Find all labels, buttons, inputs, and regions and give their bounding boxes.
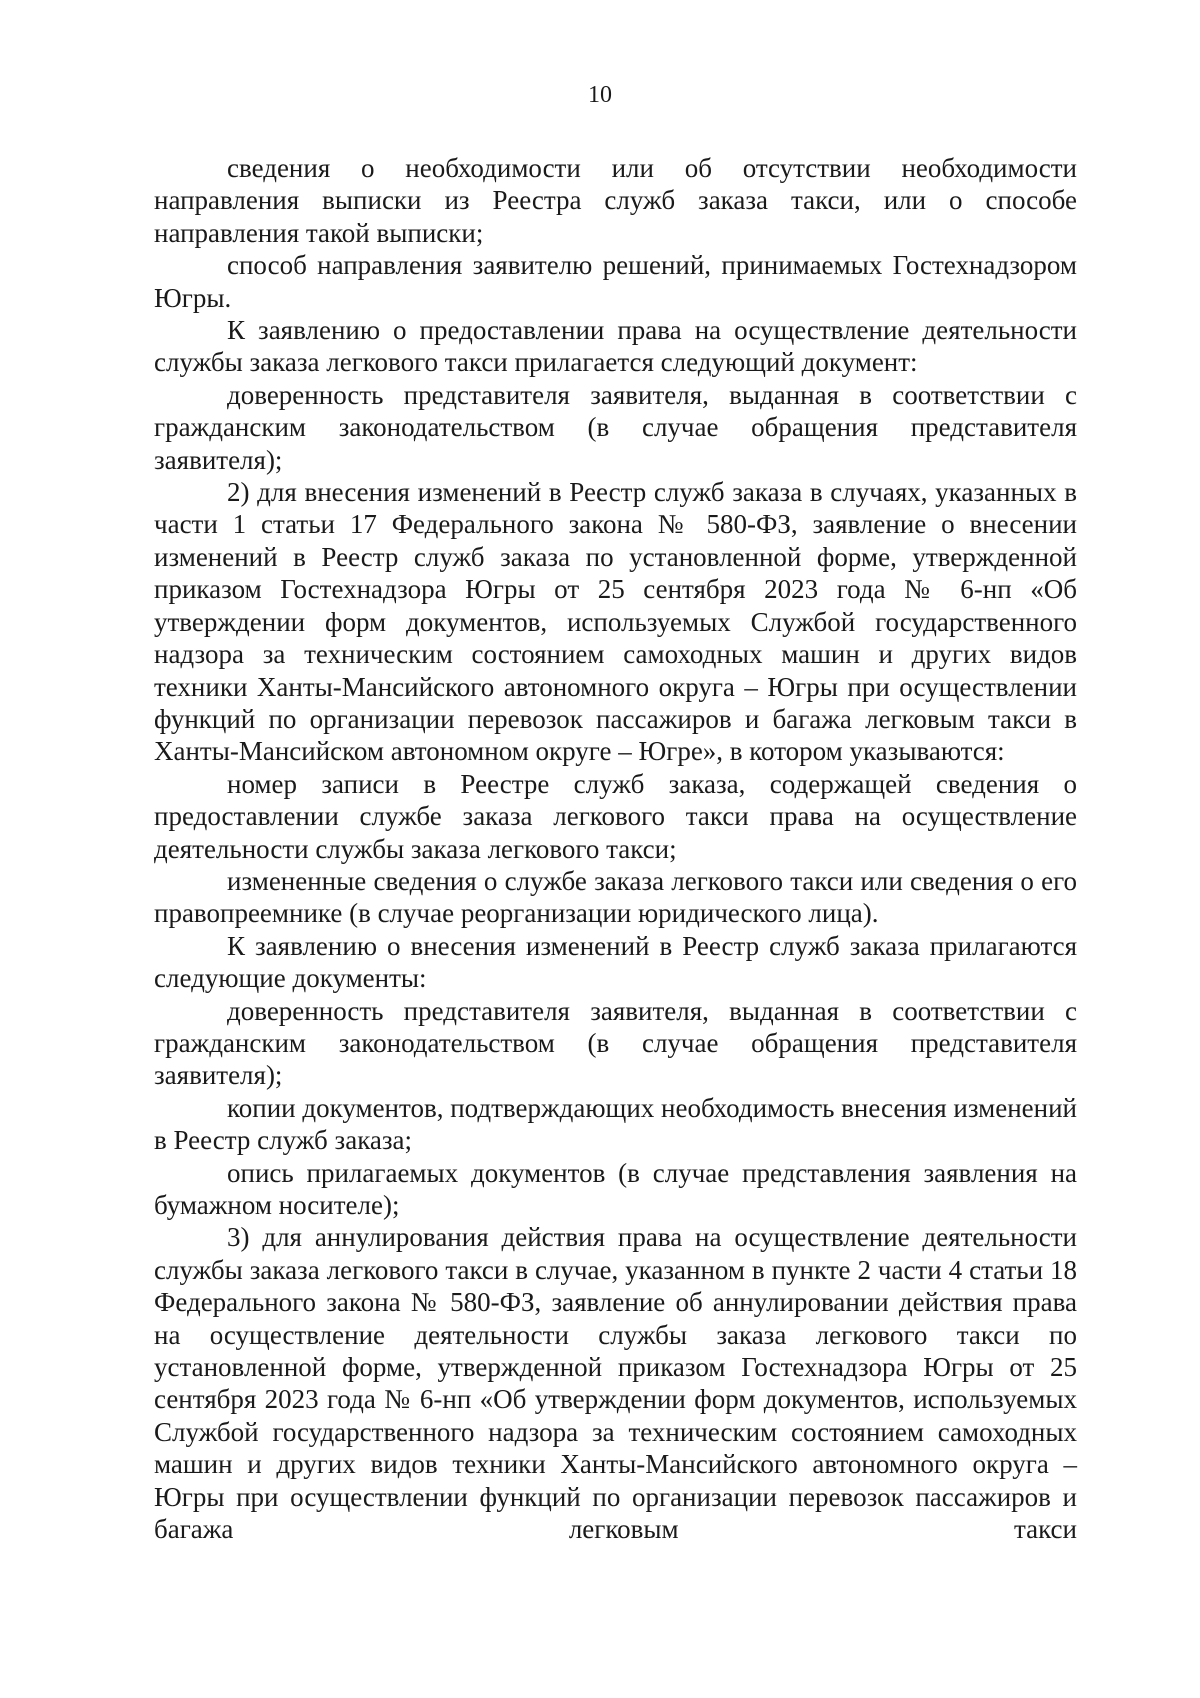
paragraph: К заявлению о предоставлении права на осуществление деятельности службы заказа легкового такси прилагается следующий документ:	[154, 315, 1077, 378]
paragraph: 2) для внесения изменений в Реестр служб заказа в случаях, указанных в части 1 статьи 17 Федерального закона № 580-ФЗ, заявление о внесении изменений в Реестр служб заказа по установленной форме, утвержденной приказом Гостехнадзора Югры от 25 сентября 2023 года № 6-нп «Об утверждении форм документов, используемых Службой государственного надзора за техническим состоянием самоходных машин и других видов техники Ханты-Мансийского автономного округа – Югры при осуществлении функций по организации перевозок пассажиров и багажа легковым такси в Ханты-Мансийском автономном округе – Югре», в котором указываются:	[154, 477, 1077, 767]
paragraph: измененные сведения о службе заказа легкового такси или сведения о его правопреемнике (в случае реорганизации юридического лица).	[154, 865, 1077, 929]
paragraph: сведения о необходимости или об отсутствии необходимости направления выписки из Реестра служб заказа такси, или о способе направления такой выписки;	[154, 153, 1077, 248]
page-number: 10	[588, 82, 612, 108]
paragraph: номер записи в Реестре служб заказа, содержащей сведения о предоставлении службе заказа легкового такси права на осуществление деятельности службы заказа легкового такси;	[154, 768, 1077, 864]
paragraph: копии документов, подтверждающих необходимость внесения изменений в Реестр служб заказа;	[154, 1092, 1077, 1156]
paragraph: 3) для аннулирования действия права на осуществление деятельности службы заказа легкового такси в случае, указанном в пункте 2 части 4 статьи 18 Федерального закона № 580-ФЗ, заявление об аннулировании действия права на осуществление деятельности службы заказа легкового такси по установленной форме, утвержденной приказом Гостехнадзора Югры от 25 сентября 2023 года № 6-нп «Об утверждении форм документов, используемых Службой государственного надзора за техническим состоянием самоходных машин и других видов техники Ханты-Мансийского автономного округа – Югры при осуществлении функций по организации перевозок пассажиров и багажа легковым такси	[154, 1222, 1077, 1545]
paragraph: К заявлению о внесения изменений в Реестр служб заказа прилагаются следующие документы:	[154, 930, 1077, 994]
paragraph: доверенность представителя заявителя, выданная в соответствии с гражданским законодательством (в случае обращения представителя заявителя);	[154, 995, 1077, 1091]
paragraph: доверенность представителя заявителя, выданная в соответствии с гражданским законодательством (в случае обращения представителя заявителя);	[154, 379, 1077, 475]
document-body	[154, 152, 1077, 1545]
paragraph: способ направления заявителю решений, принимаемых Гостехнадзором Югры.	[154, 250, 1077, 313]
paragraph: опись прилагаемых документов (в случае представления заявления на бумажном носителе);	[154, 1157, 1077, 1220]
